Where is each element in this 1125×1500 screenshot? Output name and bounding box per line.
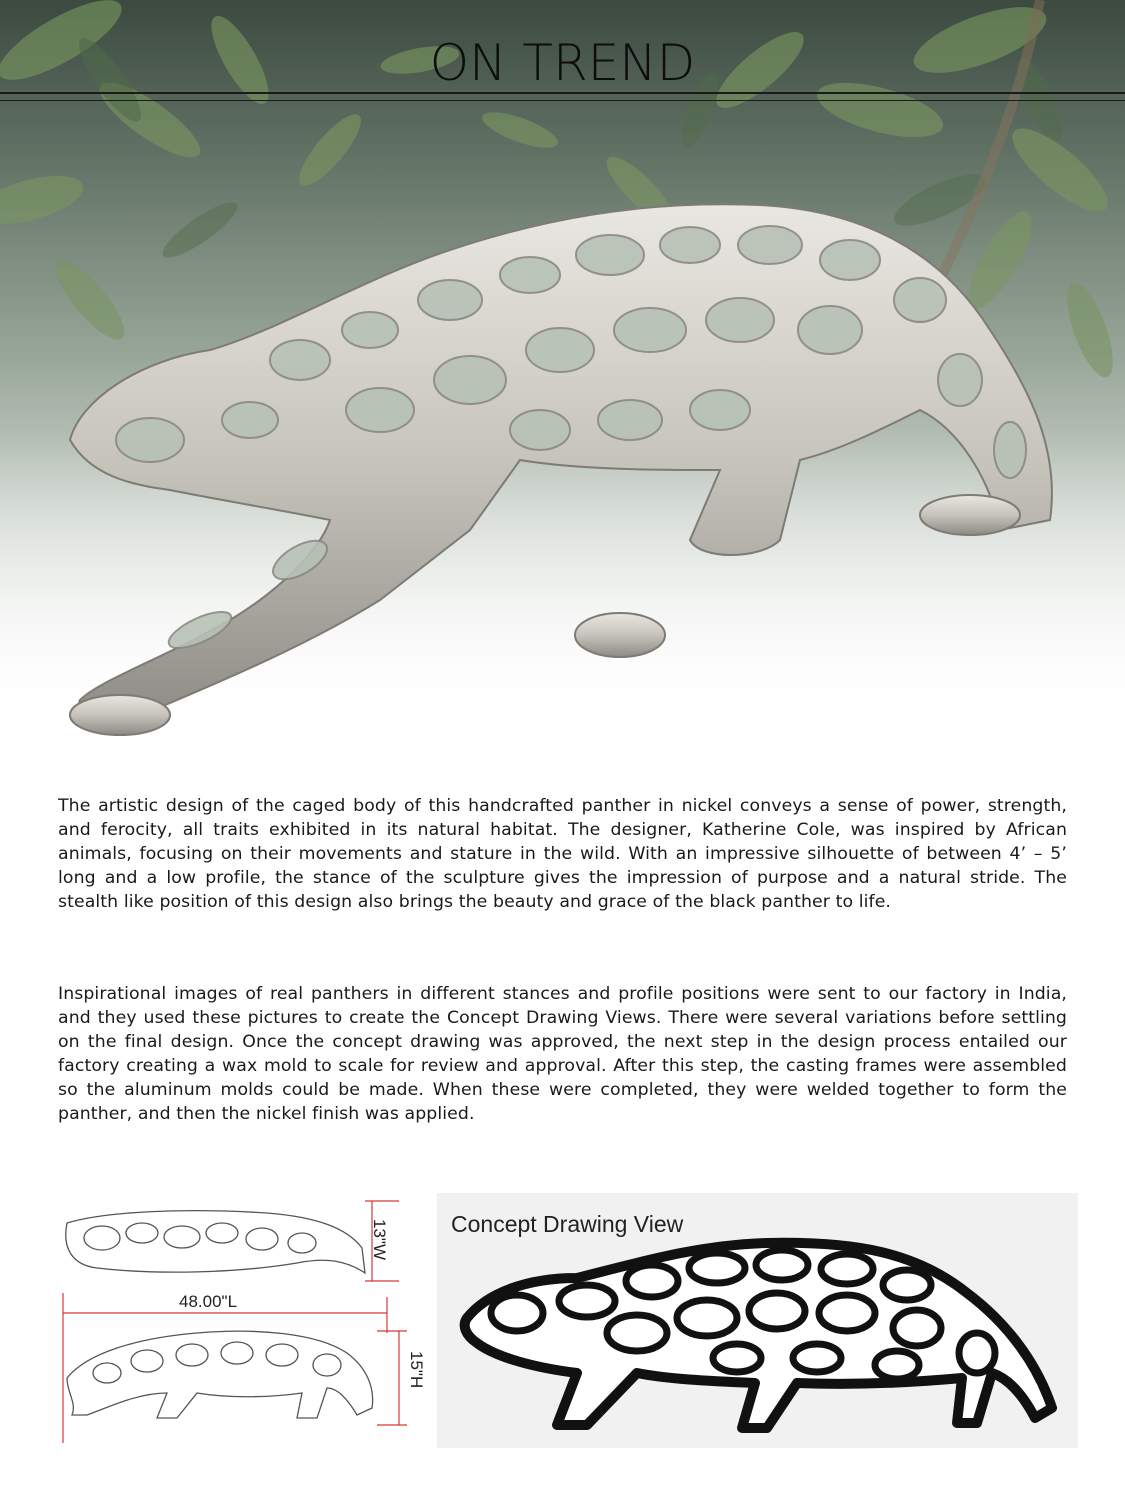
- dimension-length-label: 48.00"L: [179, 1292, 238, 1311]
- title-rule-top: [0, 92, 1125, 94]
- concept-drawing-title: Concept Drawing View: [451, 1211, 684, 1237]
- concept-drawing-panel: [437, 1193, 1078, 1448]
- dimension-drawing-panel: [47, 1193, 437, 1448]
- title-rule-bottom: [0, 100, 1125, 101]
- dimension-height-label: 15"H: [407, 1351, 426, 1389]
- drawings-strip: [47, 1193, 1078, 1448]
- dimension-width-label: 13"W: [370, 1219, 389, 1260]
- article-paragraph-1: The artistic design of the caged body of this handcrafted panther in nickel conveys a sense of power, strength, and ferocity, all traits exhibited in its natural habitat. The designer, Katherine Cole, was inspired by African animals, focusing on their movements and stature in the wild. With an impressive silhouette of between 4’ – 5’ long and a low profile, the stance of the sculpture gives the impression of purpose and a natural stride. The stealth like position of this design also brings the beauty and grace of the black panther to life.: [58, 796, 1067, 912]
- article-paragraph-2: Inspirational images of real panthers in different stances and profile positions were sent to our factory in India, and they used these pictures to create the Concept Drawing Views. There were several variations before settling on the final design. Once the concept drawing was approved, the next step in the design process entailed our factory creating a wax mold to scale for review and approval. After this step, the casting frames were assembled so the aluminum molds could be made. When these were completed, they were welded together to form the panther, and then the nickel finish was applied.: [58, 984, 1067, 1124]
- page-title: ON TREND: [429, 34, 696, 92]
- concept-drawing-illustration: [437, 1193, 1078, 1448]
